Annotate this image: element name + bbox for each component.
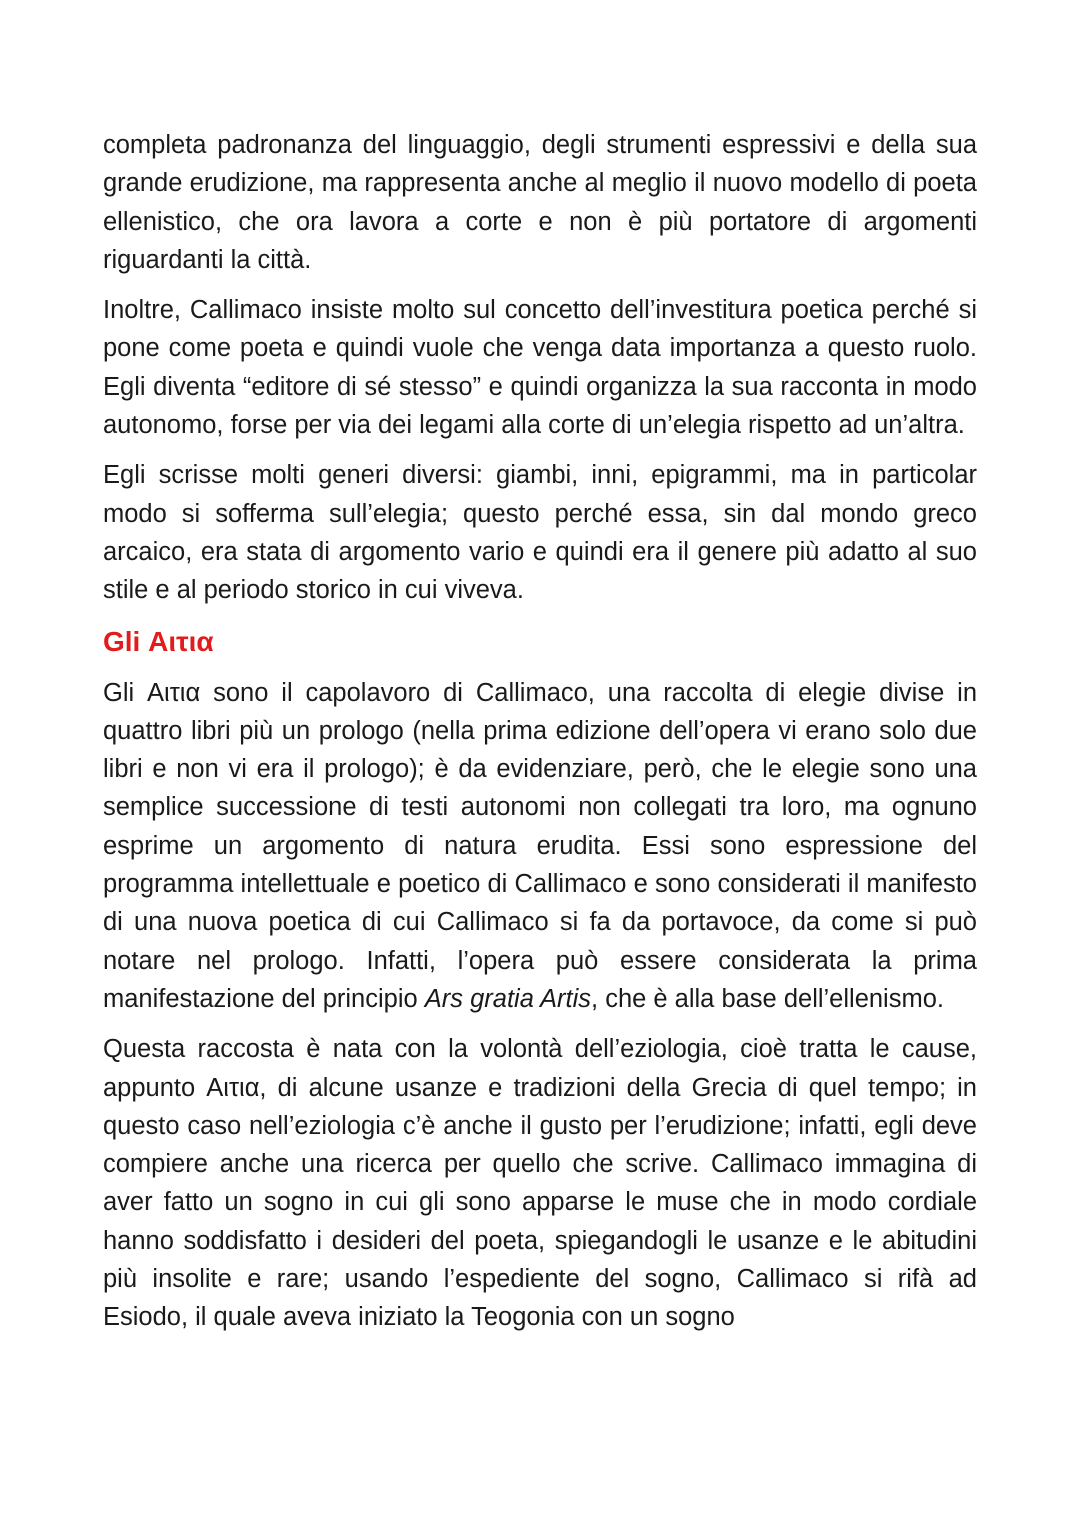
paragraph-eziologia: Questa raccosta è nata con la volontà dell’eziologia, cioè tratta le cause, appunto Αιτια, di alcune usanze e tradizioni della Grecia di quel tempo; in questo caso nell’eziologia c’è anche il gusto per l’erudizione; infatti, egli deve compiere anche una ricerca per quello che scrive. Callimaco immagina di aver fatto un sogno in cui gli sono apparse le muse che in modo cordiale hanno soddisfatto i desideri del poeta, spiegandogli le usanze e le abitudini più insolite e rare; usando l’espediente del sogno, Callimaco si rifà ad Esiodo, il quale aveva iniziato la Teogonia con un sogno [103,1035,977,1332]
paragraph-aitia [103,674,977,1019]
paragraph-investitura: Inoltre, Callimaco insiste molto sul concetto dell’investitura poetica perché si pone come poeta e quindi vuole che venga data importanza a questo ruolo. Egli diventa “editore di sé stesso” e quindi organizza la sua racconta in modo autonomo, forse per via dei legami alla corte di un’elegia rispetto ad un’altra. [103,296,977,440]
aitia-text-end: , che è alla base dell’ellenismo. [591,984,944,1013]
paragraph-generi: Egli scrisse molti generi diversi: giambi, inni, epigrammi, ma in particolar modo si sofferma sull’elegia; questo perché essa, sin dal mondo greco arcaico, era stata di argomento vario e quindi era il genere più adatto al suo stile e al periodo storico in cui viveva. [103,461,977,605]
aitia-text-start: Gli Αιτια sono il capolavoro di Callimaco, una raccolta di elegie divise in quattro libri più un prologo (nella prima edizione dell’opera vi erano solo due libri e non vi era il prologo); è da evidenziare, però, che le elegie sono una semplice successione di testi autonomi non collegati tra loro, ma ognuno esprime un argomento di natura erudita. Essi sono espressione del programma intellettuale e poetico di Callimaco e sono considerati il manifesto di una nuova poetica di cui Callimaco si fa da portavoce, da come si può notare nel prologo. Infatti, l’opera può essere considerata la prima manifestazione del principio [103,678,977,1013]
section-heading-aitia: Gli Αιτια [103,625,214,657]
paragraph-intro: completa padronanza del linguaggio, degli strumenti espressivi e della sua grande erudizione, ma rappresenta anche al meglio il nuovo modello di poeta ellenistico, che ora lavora a corte e non è più portatore di argomenti riguardanti la città. [103,131,977,274]
document-page [103,126,977,1349]
aitia-italic-phrase: Ars gratia Artis [424,984,592,1013]
